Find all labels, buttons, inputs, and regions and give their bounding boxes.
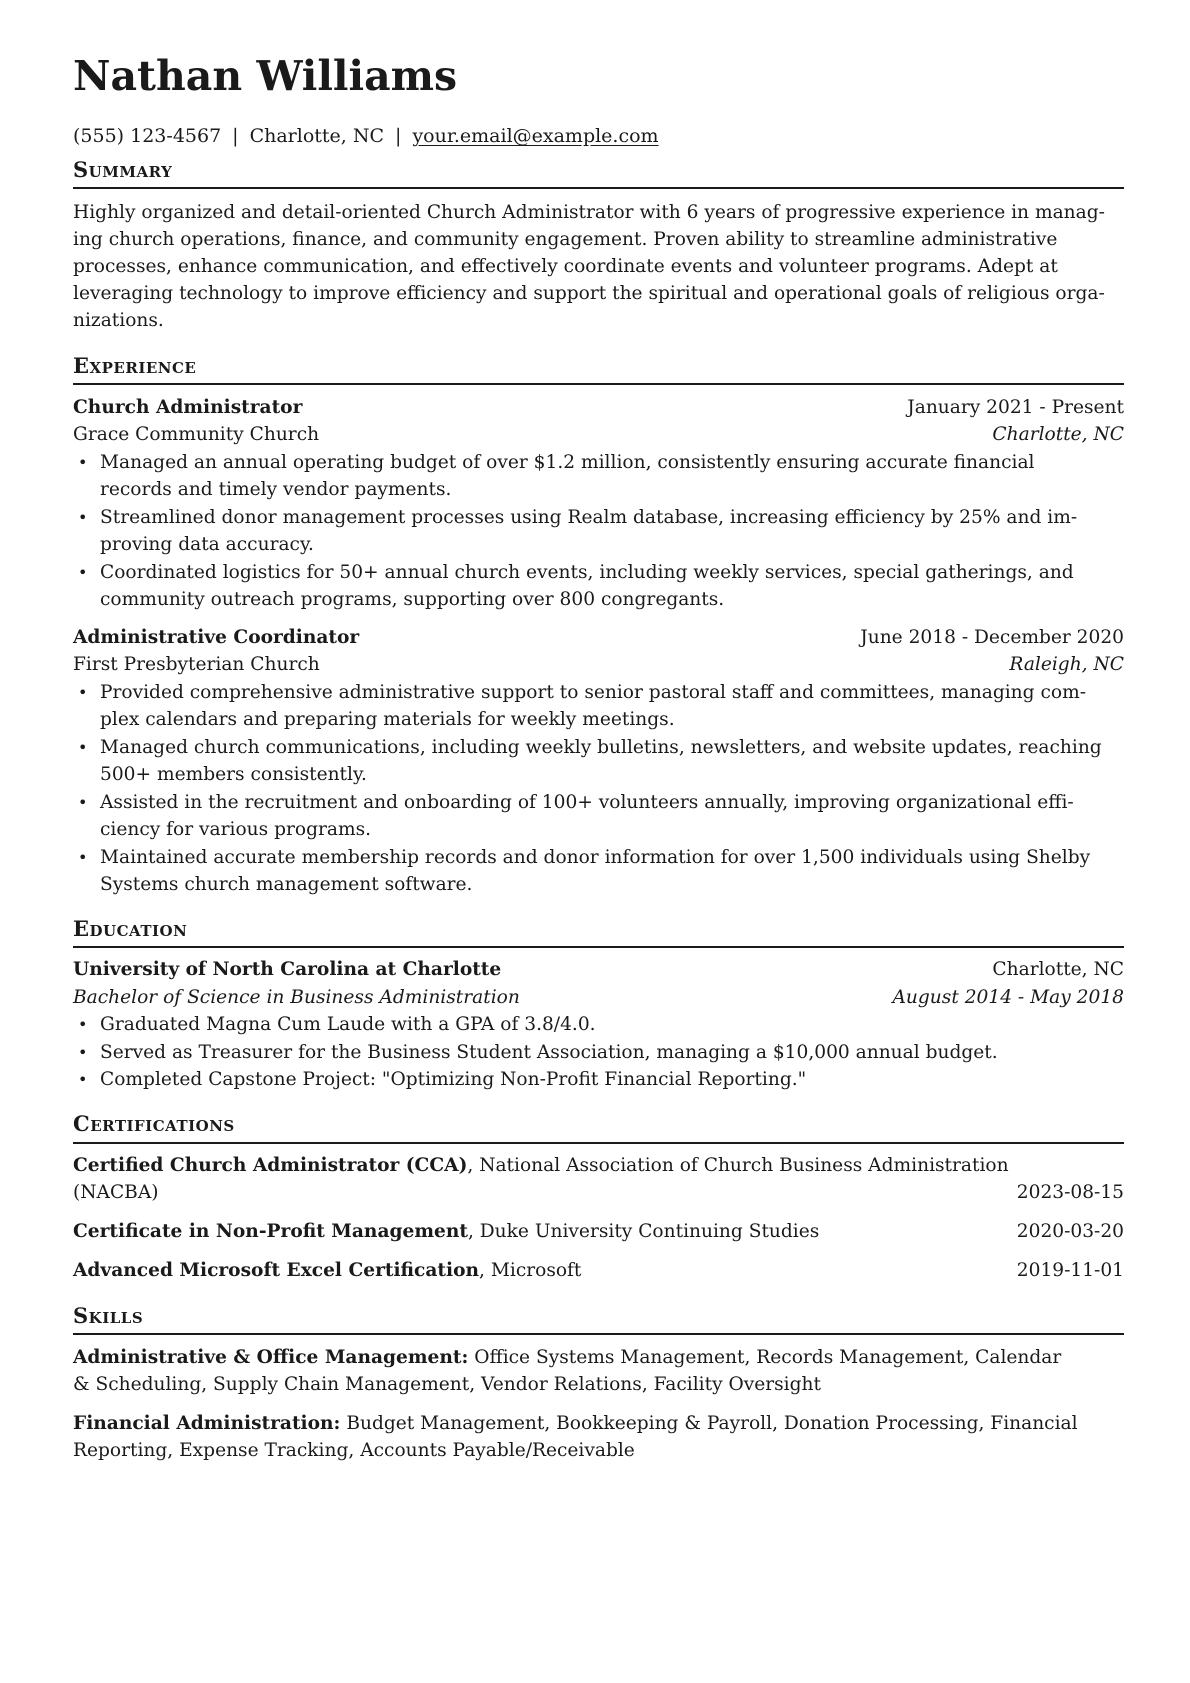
bullet-text: Graduated Magna Cum Laude with a GPA of 3.8/4.0. bbox=[100, 1014, 596, 1035]
section-heading-summary: Summary bbox=[73, 157, 173, 182]
separator: | bbox=[232, 125, 239, 147]
bullet-text: Systems church management software. bbox=[100, 874, 473, 895]
bullet-marker: • bbox=[78, 1015, 88, 1034]
bullet-text: Completed Capstone Project: "Optimizing Non-Profit Financial Reporting." bbox=[100, 1069, 807, 1090]
skill-group bbox=[73, 1409, 1078, 1439]
job-organization: Grace Community Church bbox=[73, 424, 320, 445]
section-heading-skills: Skills bbox=[73, 1303, 144, 1328]
certification-name: Certified Church Administrator (CCA) bbox=[73, 1155, 468, 1176]
skill-group bbox=[73, 1343, 1061, 1373]
summary-line: Highly organized and detail-oriented Church Administrator with 6 years of progressive experience in manag- bbox=[73, 202, 1105, 223]
bullet-text: Coordinated logistics for 50+ annual church events, including weekly services, special gatherings, and bbox=[100, 562, 1074, 583]
school-name: University of North Carolina at Charlotte bbox=[73, 959, 502, 980]
bullet-text: ciency for various programs. bbox=[100, 819, 372, 840]
bullet-marker: • bbox=[78, 1070, 88, 1089]
bullet-marker: • bbox=[78, 453, 88, 472]
bullet-text: records and timely vendor payments. bbox=[100, 479, 452, 500]
job-dates: January 2021 - Present bbox=[907, 397, 1124, 418]
job-location: Charlotte, NC bbox=[992, 424, 1124, 445]
bullet-marker: • bbox=[78, 738, 88, 757]
job-title: Administrative Coordinator bbox=[73, 627, 360, 648]
bullet-marker: • bbox=[78, 563, 88, 582]
section-heading-experience: Experience bbox=[73, 353, 197, 378]
phone-number: (555) 123-4567 bbox=[73, 125, 222, 147]
job-title: Church Administrator bbox=[73, 397, 303, 418]
certification-issuer: , National Association of Church Business Administration bbox=[467, 1155, 1009, 1176]
summary-line: ing church operations, finance, and community engagement. Proven ability to streamline administrative bbox=[73, 229, 1058, 250]
location: Charlotte, NC bbox=[249, 125, 385, 147]
certification-name: Advanced Microsoft Excel Certification bbox=[73, 1260, 480, 1281]
summary-line: processes, enhance communication, and effectively coordinate events and volunteer programs. Adept at bbox=[73, 256, 1058, 277]
certification-entry bbox=[73, 1217, 819, 1247]
email-link[interactable]: your.email@example.com bbox=[412, 125, 659, 147]
section-heading-certifications: Certifications bbox=[73, 1111, 235, 1136]
section-rule bbox=[73, 383, 1124, 385]
certification-date: 2023-08-15 bbox=[1016, 1182, 1124, 1203]
skill-group-label: Financial Administration: bbox=[73, 1413, 341, 1434]
skill-list-continued: Reporting, Expense Tracking, Accounts Payable/Receivable bbox=[73, 1440, 635, 1461]
certification-issuer-continued: (NACBA) bbox=[73, 1182, 159, 1203]
bullet-text: Maintained accurate membership records and donor information for over 1,500 individuals using Shelby bbox=[100, 847, 1091, 868]
certification-date: 2020-03-20 bbox=[1016, 1221, 1124, 1242]
job-dates: June 2018 - December 2020 bbox=[860, 627, 1124, 648]
bullet-text: 500+ members consistently. bbox=[100, 764, 367, 785]
certification-entry bbox=[73, 1151, 1009, 1181]
bullet-text: plex calendars and preparing materials for weekly meetings. bbox=[100, 709, 675, 730]
job-organization: First Presbyterian Church bbox=[73, 654, 320, 675]
certification-name: Certificate in Non-Profit Management bbox=[73, 1221, 468, 1242]
skill-list: Office Systems Management, Records Management, Calendar bbox=[468, 1347, 1062, 1368]
bullet-text: Provided comprehensive administrative support to senior pastoral staff and committees, managing com- bbox=[100, 682, 1086, 703]
bullet-marker: • bbox=[78, 793, 88, 812]
bullet-marker: • bbox=[78, 683, 88, 702]
page-title: Nathan Williams bbox=[73, 52, 458, 100]
bullet-text: Managed an annual operating budget of over $1.2 million, consistently ensuring accurate financial bbox=[100, 452, 1035, 473]
skill-list: Budget Management, Bookkeeping & Payroll, Donation Processing, Financial bbox=[340, 1413, 1078, 1434]
bullet-text: community outreach programs, supporting over 800 congregants. bbox=[100, 589, 725, 610]
contact-line bbox=[73, 121, 659, 151]
skill-list-continued: & Scheduling, Supply Chain Management, Vendor Relations, Facility Oversight bbox=[73, 1374, 821, 1395]
summary-line: leveraging technology to improve efficiency and support the spiritual and operational goals of religious orga- bbox=[73, 283, 1105, 304]
section-rule bbox=[73, 1333, 1124, 1335]
skill-group-label: Administrative & Office Management: bbox=[73, 1347, 469, 1368]
bullet-text: Managed church communications, including weekly bulletins, newsletters, and website updates, reaching bbox=[100, 737, 1102, 758]
bullet-text: Served as Treasurer for the Business Student Association, managing a $10,000 annual budget. bbox=[100, 1042, 998, 1063]
certification-date: 2019-11-01 bbox=[1016, 1260, 1124, 1281]
section-rule bbox=[73, 187, 1124, 189]
section-rule bbox=[73, 1142, 1124, 1144]
bullet-text: Assisted in the recruitment and onboarding of 100+ volunteers annually, improving organizational effi- bbox=[100, 792, 1074, 813]
certification-entry bbox=[73, 1256, 581, 1286]
section-rule bbox=[73, 946, 1124, 948]
bullet-text: Streamlined donor management processes using Realm database, increasing efficiency by 25% and im- bbox=[100, 507, 1078, 528]
degree: Bachelor of Science in Business Administration bbox=[73, 987, 520, 1008]
bullet-marker: • bbox=[78, 848, 88, 867]
certification-issuer: , Microsoft bbox=[479, 1260, 582, 1281]
section-heading-education: Education bbox=[73, 916, 188, 941]
bullet-text: proving data accuracy. bbox=[100, 534, 314, 555]
summary-line: nizations. bbox=[73, 310, 164, 331]
bullet-marker: • bbox=[78, 508, 88, 527]
bullet-marker: • bbox=[78, 1043, 88, 1062]
school-location: Charlotte, NC bbox=[992, 959, 1124, 980]
certification-issuer: , Duke University Continuing Studies bbox=[467, 1221, 820, 1242]
education-dates: August 2014 - May 2018 bbox=[892, 987, 1124, 1008]
separator: | bbox=[395, 125, 402, 147]
job-location: Raleigh, NC bbox=[1009, 654, 1124, 675]
